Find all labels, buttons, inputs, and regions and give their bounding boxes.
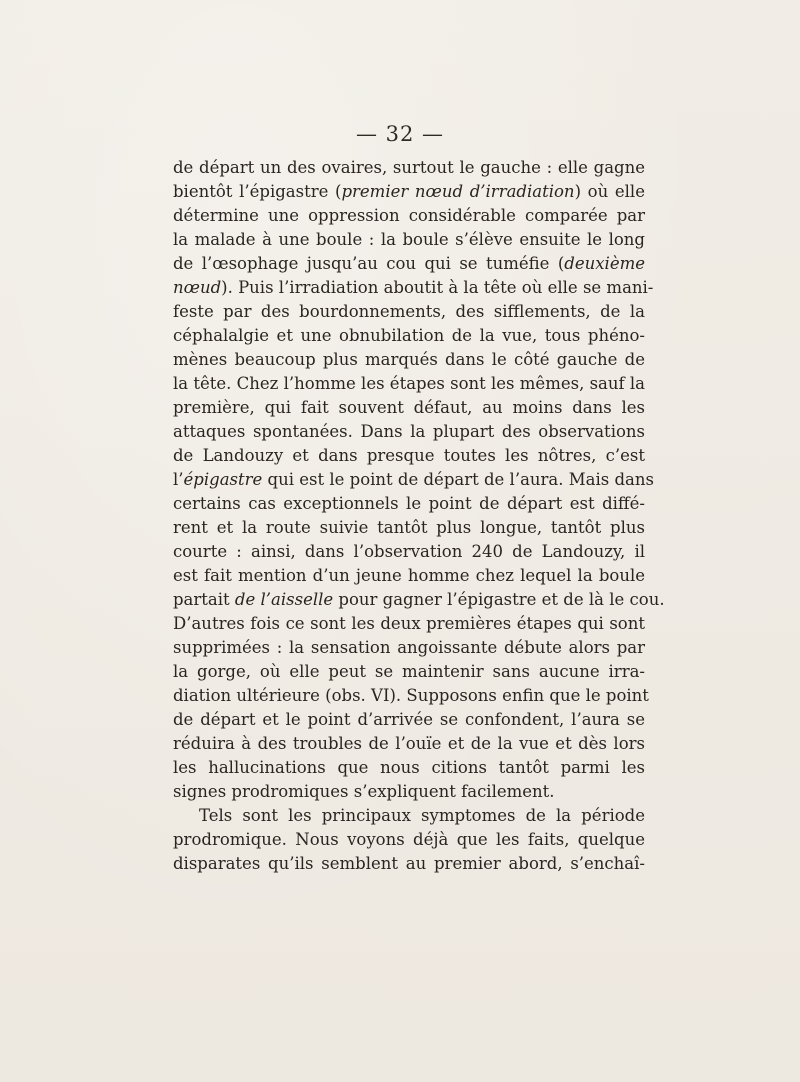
text-segment: certains cas exceptionnels le point de départ est diffé- [173, 494, 645, 513]
text-segment: pour gagner l’épigastre et de là le cou. [333, 590, 665, 609]
text-segment: rent et la route suivie tantôt plus longue, tantôt plus [173, 518, 645, 537]
text-segment: l’ [173, 470, 184, 489]
text-segment: réduira à des troubles de l’ouïe et de la vue et dès lors [173, 734, 645, 753]
text-segment: la malade à une boule : la boule s’élève ensuite le long [173, 230, 645, 249]
text-segment: de départ et le point d’arrivée se confondent, l’aura se [173, 710, 645, 729]
text-line [173, 228, 645, 252]
text-segment: prodromique. Nous voyons déjà que les faits, quelque [173, 830, 645, 849]
text-segment: détermine une oppression considérable comparée par [173, 206, 645, 225]
text-segment: de départ un des ovaires, surtout le gauche : elle gagne [173, 158, 645, 177]
text-segment: diation ultérieure (obs. VI). Supposons enfin que le point [173, 686, 649, 705]
text-segment: partait [173, 590, 235, 609]
text-segment: ) où elle [574, 182, 645, 201]
text-line [173, 204, 645, 228]
text-segment: céphalalgie et une obnubilation de la vue, tous phéno- [173, 326, 645, 345]
text-segment: attaques spontanées. Dans la plupart des observations [173, 422, 645, 441]
text-line [173, 444, 645, 468]
text-line [173, 516, 645, 540]
italic-text: deuxième [564, 254, 645, 273]
text-segment: supprimées : la sensation angoissante débute alors par [173, 638, 645, 657]
text-line [173, 324, 645, 348]
text-line [173, 588, 665, 612]
text-line [173, 468, 654, 492]
italic-text: de l’aisselle [234, 590, 334, 609]
page-number: — 32 — [355, 122, 445, 146]
text-line [173, 276, 654, 300]
text-line [173, 732, 645, 756]
text-line [173, 708, 645, 732]
text-line [173, 660, 645, 684]
text-line [173, 612, 645, 636]
text-segment: est fait mention d’un jeune homme chez lequel la boule [173, 566, 645, 585]
text-segment: feste par des bourdonnements, des sifflements, de la [173, 302, 645, 321]
text-segment: les hallucinations que nous citions tantôt parmi les [173, 758, 645, 777]
text-line [173, 684, 649, 708]
text-line [173, 804, 645, 828]
text-segment: D’autres fois ce sont les deux premières étapes qui sont [173, 614, 645, 633]
text-segment: de l’œsophage jusqu’au cou qui se tuméfie ( [173, 254, 565, 273]
text-line [173, 372, 645, 396]
text-segment: la gorge, où elle peut se maintenir sans aucune irra- [173, 662, 645, 681]
text-line [173, 348, 645, 372]
text-segment: Tels sont les principaux symptomes de la période [199, 806, 645, 825]
text-line [173, 300, 645, 324]
text-segment: qui est le point de départ de l’aura. Mais dans [262, 470, 654, 489]
text-line [173, 756, 645, 780]
text-line [173, 396, 645, 420]
text-segment: disparates qu’ils semblent au premier abord, s’enchaî- [173, 854, 645, 873]
text-line [173, 828, 645, 852]
text-segment: première, qui fait souvent défaut, au moins dans les [173, 398, 645, 417]
text-line [173, 180, 645, 204]
italic-text: nœud [173, 278, 222, 297]
text-line [173, 564, 645, 588]
text-line [173, 252, 645, 276]
text-segment: de Landouzy et dans presque toutes les nôtres, c’est [173, 446, 645, 465]
text-line [173, 852, 645, 876]
text-segment: mènes beaucoup plus marqués dans le côté gauche de [173, 350, 645, 369]
text-segment: courte : ainsi, dans l’observation 240 de Landouzy, il [173, 542, 645, 561]
text-line [173, 492, 645, 516]
text-line [173, 156, 645, 180]
text-line [173, 540, 645, 564]
text-line [173, 420, 645, 444]
text-segment: la tête. Chez l’homme les étapes sont les mêmes, sauf la [173, 374, 645, 393]
text-segment: signes prodromiques s’expliquent facilement. [173, 782, 555, 801]
body-text [173, 156, 665, 876]
italic-text: premier nœud d’irradiation [341, 182, 575, 201]
text-line [173, 780, 645, 804]
text-segment: bientôt l’épigastre ( [173, 182, 342, 201]
text-segment: ). Puis l’irradiation aboutit à la tête où elle se mani- [221, 278, 654, 297]
italic-text: épigastre [183, 470, 263, 489]
text-line [173, 636, 645, 660]
